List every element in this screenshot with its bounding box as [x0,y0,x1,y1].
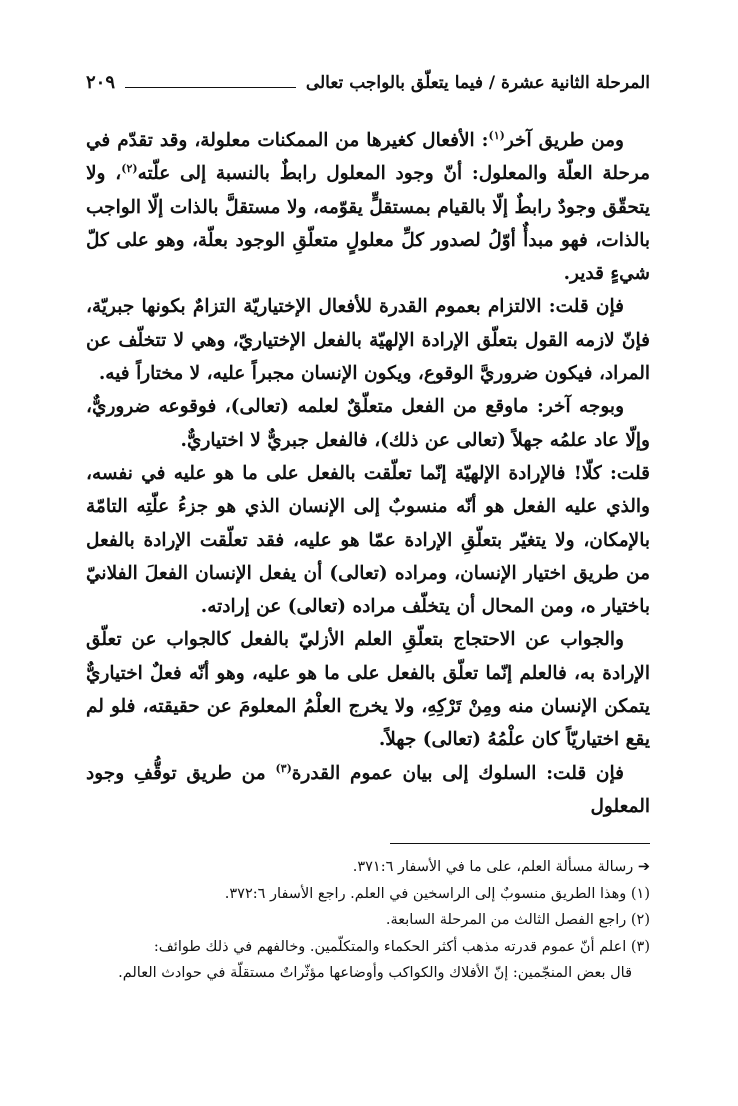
footnote-3: (٣) اعلم أنّ عموم قدرته مذهب أكثر الحكماء والمتكلّمين. وخالفهم في ذلك طوائف: [153,938,650,955]
footnote-1: (١) وهذا الطريق منسوبٌ إلى الراسخين في العلم. راجع الأسفار ٣٧٢:٦. [224,885,650,902]
paragraph-2: فإن قلت: الالتزام بعموم القدرة للأفعال الإختياريّة التزامٌ بكونها جبريّة، فإنّ لازمه القول بتعلّق الإرادة الإلهيّة بالفعل الإختياريّ، وهي لا تتخلّف عن المراد، فيكون ضروريَّ الوقوع، ويكون الإنسان مجبراً عليه، لا مختاراً فيه. [86,296,650,385]
page-number: ٢٠٩ [86,72,116,93]
running-header [86,72,650,112]
footnote-2: (٢) راجع الفصل الثالث من المرحلة السابعة. [385,912,650,929]
arrow-icon: ➔ [637,859,650,876]
paragraph-3: وبوجه آخر: ماوقع من الفعل متعلّقٌ لعلمه (تعالى)، فوقوعه ضروريٌّ، وإلّا عاد علمُه جهلاً (تعالى عن ذلك)، فالفعل جبريٌّ لا اختياريٌّ. [86,396,650,451]
main-text [86,124,650,823]
chapter-title: المرحلة الثانية عشرة / فيما يتعلّق بالواجب تعالى [305,73,650,93]
footnote-ref-1[interactable]: (١) [488,128,505,142]
footnote-3-continued: قال بعض المنجّمين: إنّ الأفلاك والكواكب وأوضاعها مؤثّراتٌ مستقلّة في حوادث العالم. [118,965,632,982]
footnote-ref-2[interactable]: (٢) [121,162,138,176]
paragraph-4: قلت: كلّا! فالإرادة الإلهيّة إنّما تعلّقت بالفعل على ما هو عليه في نفسه، والذي عليه الفعل هو أنّه منسوبٌ إلى الإنسان الذي هو جزءُ علّتِه التامّة بالإمكان، ولا يتغيّر بتعلّقِ الإرادة عمّا هو عليه، فقد تعلّقت الإرادة بالفعل من طريق اختيار الإنسان، ومراده (تعالى) أن يفعل الإنسان الفعلَ الفلانيّ باختيار ه، ومن المحال أن يتخلّف مراده (تعالى) عن إرادته. [86,462,650,618]
paragraph-1: ومن طريق آخر$^{(١)}$: الأفعال كغيرها من الممكنات معلولة، وقد تقدّم في مرحلة العلّة والمعلول: أنّ وجود المعلول رابطٌ بالنسبة إلى علّته$^{(٢)}$، ولا يتحقّق وجودٌ رابطٌ إلّا بالقيام بمستقلٍّ يقوّمه، ولا مستقلَّ بالذات إلّا الواجب بالذات، فهو مبدأٌ أوّلُ لصدور كلِّ معلولٍ متعلّقِ الوجود بعلّة، وهو على كلّ شيءٍ قدير. [86,128,651,285]
footnotes [86,854,650,987]
footnote-ref-3[interactable]: (٣) [275,761,292,775]
paragraph-6: فإن قلت: السلوك إلى بيان عموم القدرة$^{(٣)}$ من طريق توقُّفِ وجود المعلول [86,761,650,817]
paragraph-5: والجواب عن الاحتجاج بتعلّقِ العلم الأزليّ بالفعل كالجواب عن تعلّق الإرادة به، فالعلم إنّما تعلّق بالفعل على ما هو عليه، وهو أنّه فعلٌ اختياريٌّ يتمكن الإنسان منه ومِنْ تَرْكِهِ، ولا يخرج العلْمُ المعلومَ عن حقيقته، فلو لم يقع اختياريّاً كان علْمُهُ (تعالى) جهلاً. [86,629,650,751]
header-rule [125,73,296,88]
footnote-continued: ➔ رسالة مسألة العلم، على ما في الأسفار ٣٧١:٦. [352,859,650,876]
footnote-separator [390,843,650,844]
